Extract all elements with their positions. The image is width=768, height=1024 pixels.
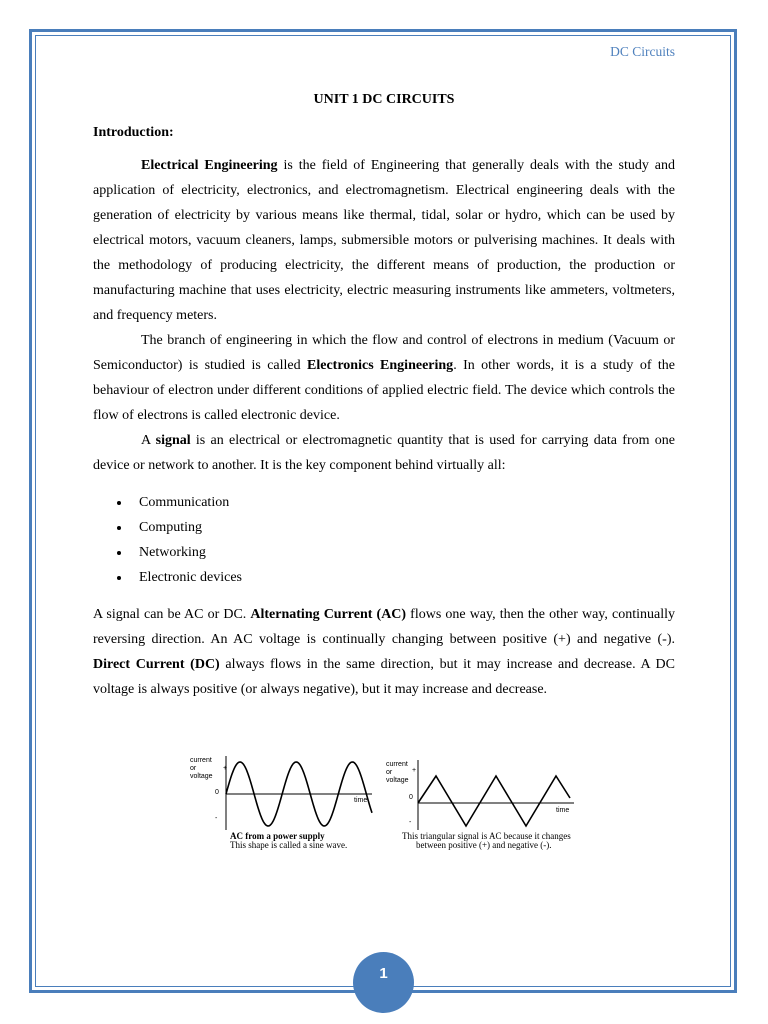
introduction-heading: Introduction:	[93, 125, 174, 140]
zero-label: 0	[409, 794, 413, 801]
unit-title: UNIT 1 DC CIRCUITS	[313, 92, 455, 107]
axis-label: voltage	[386, 777, 409, 784]
paragraph-text: A	[141, 433, 156, 448]
triangle-wave-line	[418, 776, 570, 826]
list-item: Networking	[139, 540, 675, 565]
paragraph-text: A signal can be AC or DC.	[93, 607, 251, 622]
time-label: time	[556, 807, 570, 814]
sine-caption-title: AC from a power supply	[230, 831, 325, 841]
document-body	[93, 87, 675, 702]
axis-label: or	[386, 769, 393, 776]
sine-wave-figure	[186, 752, 376, 850]
triangle-caption	[384, 832, 584, 850]
triangle-wave-diagram	[384, 752, 584, 832]
page-number-badge: 1	[353, 952, 414, 1013]
axis-label: or	[190, 765, 197, 772]
term-signal: signal	[155, 433, 191, 448]
term-direct-current: Direct Current (DC)	[93, 657, 220, 672]
list-item: Electronic devices	[139, 565, 675, 590]
plus-label: +	[412, 767, 417, 774]
list-item: Communication	[139, 490, 675, 515]
plus-label: +	[223, 765, 228, 772]
minus-label: -	[409, 819, 412, 826]
term-electrical-engineering: Electrical Engineering	[141, 158, 278, 173]
paragraph-ac-dc	[93, 602, 675, 702]
list-item: Computing	[139, 515, 675, 540]
axis-label: voltage	[190, 773, 213, 780]
bullet-list	[93, 490, 675, 590]
triangle-wave-figure	[384, 752, 584, 850]
triangle-caption-text: This triangular signal is AC because it changes	[402, 831, 571, 841]
zero-label: 0	[215, 789, 219, 796]
paragraph-text: flows one way, then the other way, continually reversing direction. An AC voltage is continually changing between positive (+) and negative (-).	[93, 607, 675, 647]
paragraph-text: always flows in the same direction, but it may increase and decrease. A DC voltage is always positive (or always negative), but it may increase and decrease.	[93, 657, 675, 697]
paragraph-text: . In other words, it is a study of the behaviour of electron under different conditions of applied electric field. The device which controls the flow of electrons is called electronic device.	[93, 358, 675, 423]
sine-caption-text: This shape is called a sine wave.	[230, 840, 348, 850]
paragraph-signal	[93, 428, 675, 478]
paragraph-text: is an electrical or electromagnetic quantity that is used for carrying data from one device or network to another. It is the key component behind virtually all:	[93, 433, 676, 473]
term-alternating-current: Alternating Current (AC)	[250, 607, 407, 622]
sine-wave-diagram	[186, 752, 376, 832]
axis-label: current	[190, 757, 212, 764]
waveform-figures	[186, 752, 586, 862]
triangle-caption-text: between positive (+) and negative (-).	[416, 840, 552, 850]
paragraph-electronics-engineering	[93, 328, 675, 428]
sine-caption	[186, 832, 376, 850]
term-electronics-engineering: Electronics Engineering	[307, 358, 454, 373]
running-header: DC Circuits	[610, 44, 675, 59]
paragraph-electrical-engineering	[93, 153, 675, 328]
minus-label: -	[215, 815, 218, 822]
paragraph-text: The branch of engineering in which the flow and control of electrons in medium (Vacuum or Semiconductor) is studied is called	[93, 333, 675, 373]
axis-label: current	[386, 761, 408, 768]
time-label: time	[354, 797, 368, 804]
paragraph-text: is the field of Engineering that generally deals with the study and application of electricity, electronics, and electromagnetism. Electrical engineering deals with the generation of electricity by various means like thermal, tidal, solar or hydro, which can be used by electrical motors, vacuum cleaners, lamps, submersible motors or pulverising machines. It deals with the methodology of producing electricity, the different means of production, the production or manufacturing machine that uses electricity, electric measuring instruments like ammeters, voltmeters, and frequency meters.	[93, 158, 675, 323]
